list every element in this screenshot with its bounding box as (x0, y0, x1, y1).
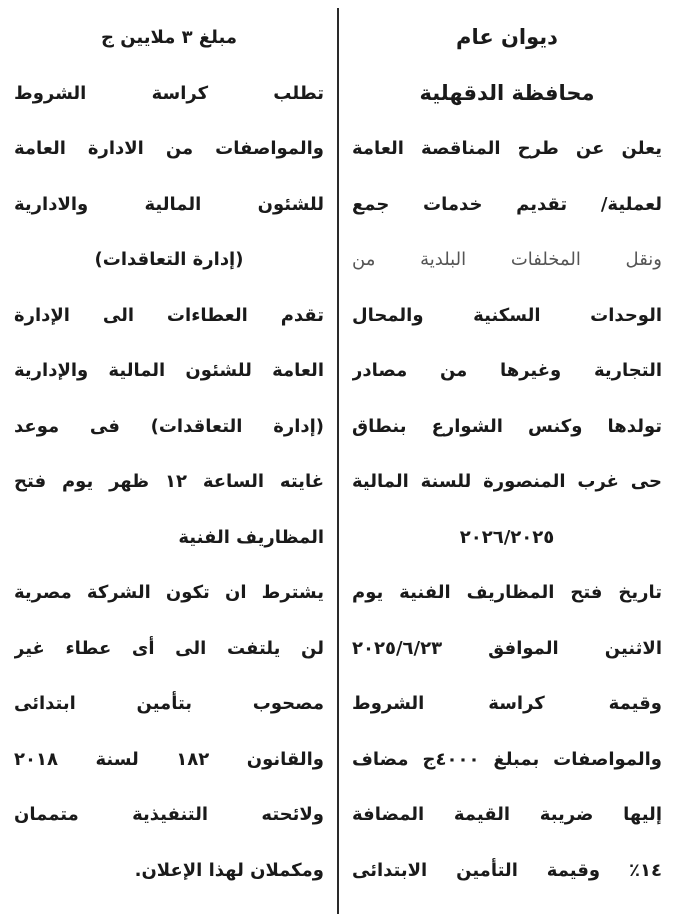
text-line: والمواصفات من الادارة العامة (14, 138, 324, 159)
text-line: والمواصفات بمبلغ ٤٠٠٠ج مضاف (352, 748, 662, 770)
text-line: ١٤٪ وقيمة التأمين الابتدائى (352, 859, 662, 881)
opening-date: الاثنين الموافق ٢٠٢٥/٦/٢٣ (352, 637, 662, 659)
text-line: تولدها وكنس الشوارع بنطاق (352, 415, 662, 437)
text-line: تقدم العطاءات الى الإدارة (14, 304, 324, 326)
text-line: للشئون المالية والادارية (14, 193, 324, 215)
text-line: ونقل المخلفات البلدية من (352, 249, 662, 270)
text-line: تاريخ فتح المظاريف الفنية يوم (352, 582, 662, 603)
left-column (14, 10, 324, 898)
text-line: مصحوب بتأمين ابتدائى (14, 693, 324, 714)
text-line: المظاريف الفنية (178, 526, 324, 548)
text-line: يعلن عن طرح المناقصة العامة (352, 138, 662, 159)
text-line: لن يلتفت الى أى عطاء غير (14, 637, 324, 659)
text-line: إليها ضريبة القيمة المضافة (352, 804, 662, 825)
text-line: العامة للشئون المالية والإدارية (14, 360, 324, 381)
text-line: يشترط ان تكون الشركة مصرية (14, 582, 324, 603)
text-line: ومكملان لهذا الإعلان. (134, 859, 324, 881)
text-line: تطلب كراسة الشروط (14, 82, 324, 104)
guarantee-amount: مبلغ ٣ ملايين ج (100, 27, 238, 48)
text-line: (إدارة التعاقدات) فى موعد (14, 415, 324, 437)
text-line: والقانون ١٨٢ لسنة ٢٠١٨ (14, 748, 324, 770)
column-divider (337, 8, 339, 914)
fiscal-year: ٢٠٢٦/٢٠٢٥ (459, 526, 555, 548)
text-line: لعملية/ تقديم خدمات جمع (352, 193, 662, 215)
department-name: (إدارة التعاقدات) (94, 249, 244, 270)
text-line: حى غرب المنصورة للسنة المالية (352, 471, 662, 492)
text-line: ولائحته التنفيذية متممان (14, 804, 324, 825)
text-line: الوحدات السكنية والمحال (352, 304, 662, 326)
governorate-title: محافظة الدقهلية (419, 80, 595, 105)
text-line: وقيمة كراسة الشروط (352, 693, 662, 714)
text-line: التجارية وغيرها من مصادر (352, 360, 662, 381)
right-column (352, 10, 662, 898)
text-line: غايته الساعة ١٢ ظهر يوم فتح (14, 471, 324, 492)
issuer-line: ديوان عام (456, 25, 558, 49)
